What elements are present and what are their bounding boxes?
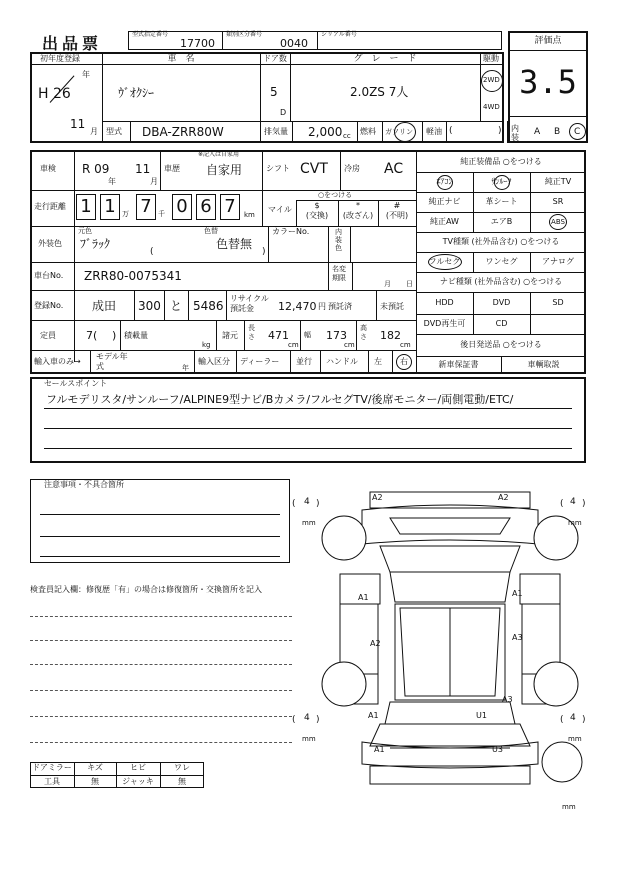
man-unit: 万	[122, 210, 129, 218]
table-cell: ジャッキ	[122, 777, 154, 786]
shaken-month-suffix: 月	[150, 177, 158, 186]
equip-abs[interactable]: ABS	[551, 218, 565, 226]
tread-value: 4	[570, 497, 576, 507]
shaken-month: 11	[135, 162, 151, 176]
mm-unit: mm	[568, 519, 582, 527]
first-reg-year-suffix: 年	[82, 70, 90, 79]
day-char: 日	[406, 280, 413, 288]
reg-area: 成田	[92, 299, 117, 313]
mile-label: マイル	[268, 205, 292, 214]
first-reg-year: H 26	[38, 86, 71, 102]
type-label: 型式	[106, 127, 122, 136]
nav-hdd[interactable]: HDD	[435, 298, 454, 307]
mileage-digit: 1	[80, 196, 92, 217]
first-reg-month: 11	[70, 117, 86, 131]
interior-label: 内装	[511, 124, 519, 142]
mileage-digit: 7	[140, 196, 152, 217]
kg-unit: kg	[202, 341, 211, 349]
tread-value: 4	[304, 713, 310, 723]
table-cell: 無	[91, 777, 99, 786]
factory-equipment-title: 純正装備品 ○をつける	[460, 157, 542, 166]
tv-oneseg[interactable]: ワンセグ	[485, 257, 518, 266]
tread-value: 4	[570, 713, 576, 723]
ac-label: 冷房	[344, 164, 360, 173]
usage-note: ※記入は自家用	[198, 151, 240, 158]
opt-unknown-symbol: #	[393, 201, 401, 210]
fuel-paren-close: )	[498, 126, 502, 136]
first-reg-month-suffix: 月	[90, 127, 98, 136]
mileage-digit: 0	[176, 196, 188, 217]
first-reg-label: 初年度登録	[40, 54, 80, 63]
opt-unknown: (不明)	[385, 211, 409, 220]
equip-tv[interactable]: 純正TV	[544, 177, 572, 186]
equip-airbag[interactable]: エアB	[490, 217, 513, 226]
type-value: DBA-ZRR80W	[142, 125, 224, 139]
capacity-value: 7(	[86, 329, 98, 342]
nav-type-title: ナビ種類 (社外品含む) ○をつける	[439, 277, 563, 286]
category-value: 0040	[280, 37, 308, 50]
displacement-value: 2,000	[308, 125, 343, 139]
fuel-label: 燃料	[360, 127, 376, 136]
equip-sr[interactable]: SR	[552, 197, 564, 206]
mm-unit: mm	[302, 735, 316, 743]
caution-label: 注意事項・不具合箇所	[44, 480, 124, 489]
damage-mark-rear-right: U3	[492, 745, 503, 754]
cm-unit: cm	[288, 341, 299, 349]
model-year-label: モデル年式	[96, 352, 128, 371]
recycle-label: リサイクル預託金	[230, 294, 269, 313]
load-label: 積載量	[124, 331, 148, 340]
damage-mark-left-rear-door: A2	[370, 639, 381, 648]
opt-tampered: (改ざん)	[342, 211, 374, 220]
grade-value: 2.0ZS 7人	[350, 85, 409, 99]
drive-2wd: 2WD	[483, 76, 500, 84]
fuel-paren-open: (	[449, 126, 453, 136]
dealer-label: ディーラー	[240, 357, 280, 366]
table-cell: 無	[178, 777, 186, 786]
original-color-label: 元色	[78, 227, 92, 235]
document-title: 出品票	[42, 34, 103, 53]
shaken-year-suffix: 年	[108, 177, 116, 186]
damage-mark-right-quarter: A3	[502, 695, 513, 704]
chassis-label: 車台No.	[34, 271, 64, 280]
right-label: 右	[400, 357, 408, 366]
opt-tampered-symbol: *	[356, 201, 360, 210]
shift-value: CVT	[300, 161, 328, 177]
serial-label: シリアル番号	[321, 31, 357, 38]
color-change-value: 色替無	[216, 237, 253, 251]
damage-mark-front-left: A2	[372, 493, 383, 502]
width-value: 173	[326, 329, 347, 342]
dim-label: 諸元	[222, 331, 238, 340]
year-unit: 年	[182, 364, 189, 372]
name-change-label: 名変期限	[332, 265, 346, 282]
color-value: ﾌﾞﾗｯｸ	[80, 237, 111, 251]
interior-a: A	[534, 127, 541, 137]
sales-point-label: セールスポイント	[44, 379, 108, 388]
grade-label: グ レ ー ド	[353, 54, 417, 64]
mm-unit: mm	[568, 735, 582, 743]
damage-mark-right-rocker: U1	[476, 711, 487, 720]
mileage-digits	[76, 194, 260, 222]
shift-label: シフト	[266, 164, 290, 173]
nav-cd[interactable]: CD	[495, 319, 508, 328]
height-label: 高さ	[360, 324, 367, 341]
equip-navi[interactable]: 純正ナビ	[428, 197, 461, 206]
car-damage-diagram	[300, 484, 600, 814]
paren-close: )	[262, 247, 266, 257]
capacity-paren: )	[112, 329, 117, 342]
recycle-value: 12,470	[278, 300, 317, 313]
category-label: 類別区分番号	[226, 31, 263, 38]
opt-exchanged-symbol: $	[314, 201, 320, 210]
capacity-label: 定員	[40, 331, 56, 340]
score-value: 3.5	[519, 63, 577, 101]
color-label: 外装色	[38, 239, 62, 248]
shaken-era: R 09	[82, 162, 110, 176]
usage-value: 自家用	[206, 163, 243, 177]
damage-mark-right-front-door: A1	[512, 589, 523, 598]
damage-mark-left-front-door: A1	[358, 593, 369, 602]
left-label: 左	[374, 357, 382, 366]
fuel-diesel: 軽油	[426, 127, 442, 136]
ac-value: AC	[384, 161, 404, 177]
tv-fullseg[interactable]: フルセグ	[428, 257, 461, 266]
equip-aircon[interactable]: ｴｱｺﾝ	[436, 177, 453, 186]
recycle-unpaid: 未預託	[380, 302, 404, 311]
width-label: 幅	[304, 331, 311, 339]
parallel-label: 並行	[296, 357, 312, 366]
car-name-value: ｳﾞｵｸｼｰ	[118, 86, 155, 100]
reg-label: 登録No.	[34, 301, 64, 310]
caution-box	[30, 479, 290, 563]
interior-b: B	[554, 127, 561, 137]
mm-unit: mm	[562, 803, 576, 811]
tv-analog[interactable]: アナログ	[542, 257, 574, 266]
table-cell: 工具	[44, 777, 60, 786]
recycle-unit: 円	[318, 302, 326, 311]
tread-paren-close: )	[582, 499, 586, 509]
handle-label: ハンドル	[326, 357, 358, 366]
model-designation-label: 型式指定番号	[132, 31, 169, 38]
length-value: 471	[268, 329, 289, 342]
damage-mark-right-rear-door: A3	[512, 633, 523, 642]
fuel-gasoline: ガソリン	[385, 128, 413, 136]
mileage-digit: 7	[224, 196, 236, 217]
mm-unit: mm	[302, 519, 316, 527]
cm-unit: cm	[344, 341, 355, 349]
sales-point-text: フルモデリスタ/サンルーフ/ALPINE9型ナビ/Bカメラ/フルセグTV/後席モニター/両側電動/ETC/	[46, 393, 514, 406]
car-name-label: 車 名	[167, 54, 195, 64]
later-manual[interactable]: 車輌取説	[527, 360, 560, 369]
tread-paren-close: )	[316, 715, 320, 725]
drive-4wd: 4WD	[483, 103, 500, 111]
equip-sunroof[interactable]: ｻﾝﾙｰﾌ	[491, 177, 512, 186]
recycle-status: 預託済	[328, 302, 352, 311]
mileage-label: 走行距離	[34, 202, 66, 211]
equip-aw[interactable]: 純正AW	[430, 217, 459, 226]
tv-type-title: TV種類 (社外品含む) ○をつける	[442, 237, 560, 246]
color-number-label: 色替	[204, 227, 218, 235]
door-sub: D	[280, 108, 287, 117]
cm-unit: cm	[400, 341, 411, 349]
damage-mark-rear-left: A1	[374, 745, 385, 754]
color-no-label: カラーNo.	[272, 227, 310, 236]
reg-class: 300	[138, 299, 161, 313]
mark-note: ○をつける	[318, 191, 353, 199]
nav-sd[interactable]: SD	[552, 298, 564, 307]
interior-color-label: 内装色	[335, 228, 342, 252]
table-header: ワレ	[174, 763, 190, 772]
paren-open: (	[150, 247, 154, 257]
km-unit: km	[244, 211, 255, 219]
reg-number: 5486	[193, 299, 224, 313]
height-value: 182	[380, 329, 401, 342]
chassis-value: ZRR80-0075341	[84, 269, 182, 283]
table-header: ヒビ	[130, 763, 146, 772]
tread-paren-close: )	[316, 499, 320, 509]
inspector-label: 検査員記入欄：修復歴「有」の場合は修復箇所・交換箇所を記入	[30, 585, 262, 594]
equip-leather[interactable]: 革シート	[485, 197, 518, 206]
sen-unit: 千	[158, 210, 165, 218]
model-designation-value: 17700	[180, 37, 215, 50]
length-label: 長さ	[248, 324, 255, 341]
displacement-label: 排気量	[264, 127, 288, 136]
nav-dvd[interactable]: DVD	[492, 298, 511, 307]
door-label: ドア数	[263, 54, 287, 63]
reg-kana: と	[170, 299, 183, 313]
sales-point-box	[30, 377, 586, 463]
tread-paren-open: (	[560, 715, 564, 725]
tread-paren-open: (	[292, 499, 296, 509]
tread-paren-open: (	[560, 499, 564, 509]
import-label: 輸入車のみ→	[34, 357, 81, 366]
damage-mark-front-right: A2	[498, 493, 509, 502]
table-header: キズ	[87, 763, 103, 772]
tread-paren-close: )	[582, 715, 586, 725]
drive-label: 駆動	[483, 54, 499, 63]
opt-exchanged: (交換)	[305, 211, 329, 220]
usage-label: 車歴	[164, 164, 180, 173]
table-header: ドアミラー	[32, 763, 72, 772]
score-label: 評価点	[534, 36, 562, 46]
nav-dvd-play[interactable]: DVD再生可	[423, 319, 466, 328]
damage-mark-left-rocker: A1	[368, 711, 379, 720]
import-type-label: 輸入区分	[198, 357, 230, 366]
mileage-digit: 6	[200, 196, 212, 217]
later-warranty[interactable]: 新車保証書	[438, 360, 479, 369]
mileage-digit: 1	[104, 196, 116, 217]
interior-c: C	[574, 127, 581, 137]
tread-paren-open: (	[292, 715, 296, 725]
displacement-unit: cc	[343, 132, 351, 140]
shaken-label: 車検	[40, 164, 56, 173]
door-value: 5	[270, 85, 278, 99]
tread-value: 4	[304, 497, 310, 507]
later-shipment-title: 後日発送品 ○をつける	[460, 340, 542, 349]
month-char: 月	[384, 280, 391, 288]
